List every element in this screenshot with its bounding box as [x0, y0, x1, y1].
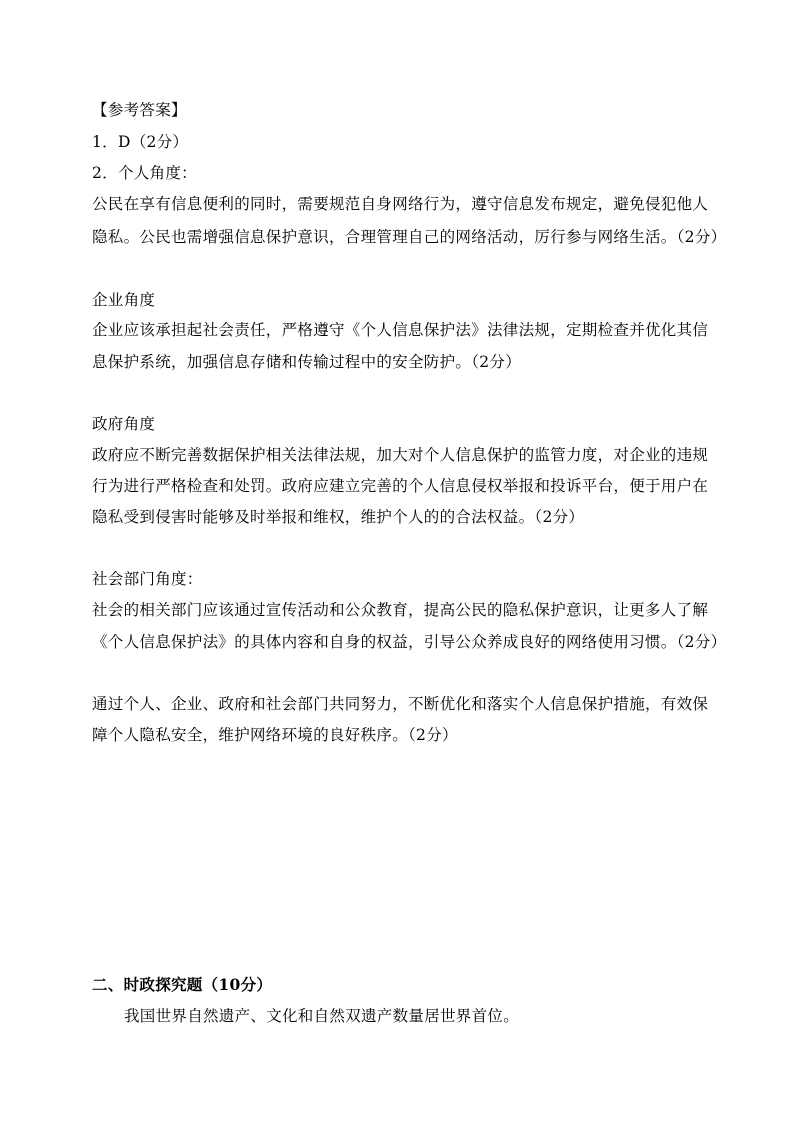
government-paragraph-line-1: 政府应不断完善数据保护相关法律法规，加大对个人信息保护的监管力度，对企业的违规: [92, 446, 709, 464]
section-2-intro: 我国世界自然遗产、文化和自然双遗产数量居世界首位。: [124, 1007, 520, 1025]
answer-item-1: 1．D（2分）: [92, 133, 189, 151]
personal-paragraph-line-2: 隐私。公民也需增强信息保护意识，合理管理自己的网络活动，厉行参与网络生活。（2分）: [92, 228, 727, 246]
government-title: 政府角度: [92, 415, 156, 433]
enterprise-paragraph-line-2: 息保护系统，加强信息存储和传输过程中的安全防护。（2分）: [92, 353, 522, 371]
summary-paragraph-line-2: 障个人隐私安全，维护网络环境的良好秩序。（2分）: [92, 726, 458, 744]
personal-paragraph-line-1: 公民在享有信息便利的同时，需要规范自身网络行为，遵守信息发布规定，避免侵犯他人: [92, 195, 709, 213]
government-paragraph-line-2: 行为进行严格检查和处罚。政府应建立完善的个人信息侵权举报和投诉平台，便于用户在: [92, 477, 709, 495]
enterprise-paragraph-line-1: 企业应该承担起社会责任，严格遵守《个人信息保护法》法律法规，定期检查并优化其信: [92, 321, 709, 339]
social-title: 社会部门角度：: [92, 570, 203, 588]
section-2-title: 二、时政探究题（10分）: [92, 975, 273, 994]
government-paragraph-line-3: 隐私受到侵害时能够及时举报和维权，维护个人的的合法权益。（2分）: [92, 508, 585, 526]
social-paragraph-line-1: 社会的相关部门应该通过宣传活动和公众教育，提高公民的隐私保护意识，让更多人了解: [92, 601, 709, 619]
summary-paragraph-line-1: 通过个人、企业、政府和社会部门共同努力，不断优化和落实个人信息保护措施，有效保: [92, 695, 709, 713]
answer-heading: 【参考答案】: [92, 101, 187, 119]
enterprise-title: 企业角度: [92, 291, 156, 309]
answer-item-2: 2．个人角度：: [92, 164, 197, 182]
social-paragraph-line-2: 《个人信息保护法》的具体内容和自身的权益，引导公众养成良好的网络使用习惯。（2分）: [92, 633, 727, 651]
